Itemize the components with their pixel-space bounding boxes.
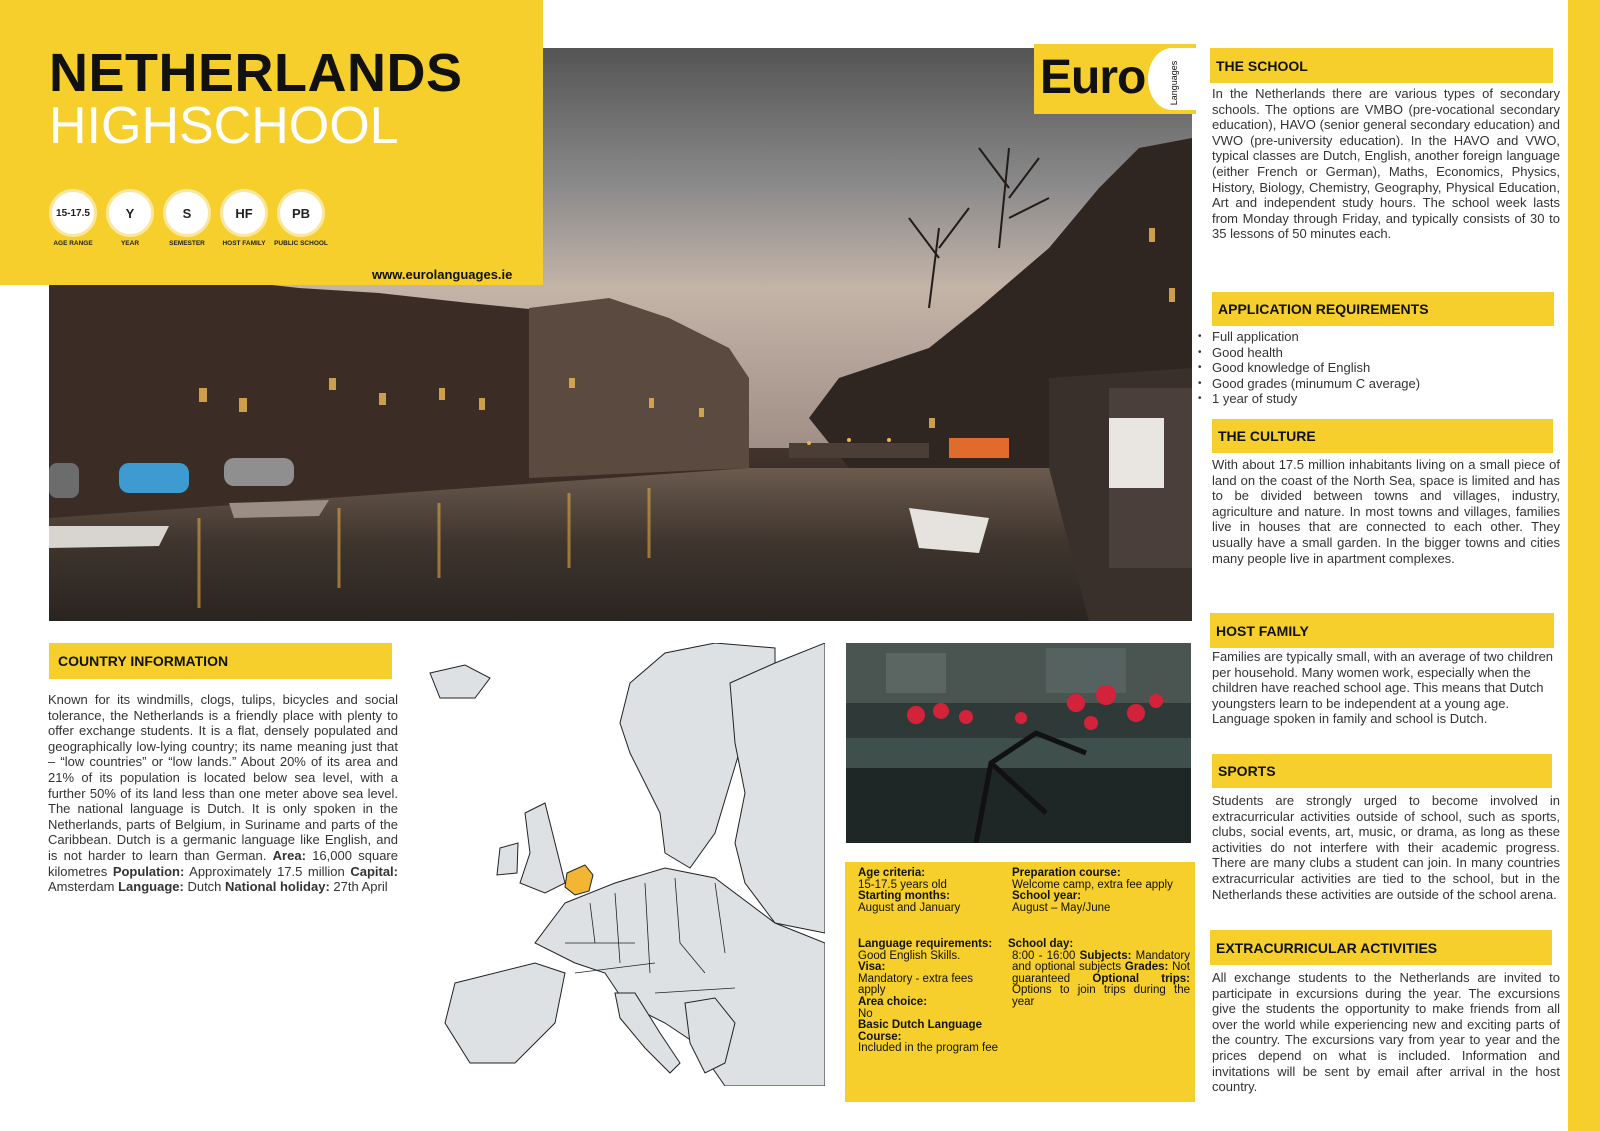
country-heading: COUNTRY INFORMATION (49, 643, 392, 679)
culture-text: With about 17.5 million inhabitants living on a small piece of land on the coast of the North Sea, space is limited and has to be divided between towns and villages, industry, agriculture and nature. In most towns and villages, families live in houses that are connected to each other. They usually have a small garden. In the bigger towns and cities many people live in apartment complexes. (1212, 457, 1560, 566)
language-label: Language: (118, 879, 184, 895)
visa-label: Visa: (858, 961, 886, 974)
badge-public-school-code: PB (277, 189, 325, 237)
age-criteria-label: Age criteria: (858, 867, 926, 879)
list-item: • Good knowledge of English (1212, 360, 1420, 376)
badge-year-code: Y (106, 189, 154, 237)
website-link[interactable]: www.eurolanguages.ie (372, 267, 513, 282)
grades-label: Grades: (1124, 961, 1169, 974)
age-criteria-value: 15-17.5 years old (858, 878, 947, 891)
language-requirements-value: Good English Skills. (858, 949, 961, 962)
logo-text: Euro (1040, 51, 1146, 104)
bicycle-flowers-photo (846, 643, 1191, 843)
list-item: • Good grades (minumum C average) (1212, 376, 1420, 392)
sports-text: Students are strongly urged to become involved in extracurricular activities outside of school, such as sports, clubs, social events, art, music, or drama, as long as these activities do not interfere with their academic progress. There are many clubs a student can join. In many countries extracurricular activities are tied to the school, but in the Netherlands these activities are outside of the school arena. (1212, 793, 1560, 902)
school-heading: THE SCHOOL (1210, 48, 1553, 83)
page-title: NETHERLANDS (49, 43, 463, 103)
school-year-label: School year: (1012, 890, 1082, 903)
badge-age-range-label: AGE RANGE (53, 240, 93, 247)
badge-public-school-label: PUBLIC SCHOOL (274, 240, 328, 247)
badge-semester (163, 189, 211, 247)
badge-host-family-code: HF (220, 189, 268, 237)
area-label: Area: (272, 847, 306, 863)
info-col-top-left (858, 868, 998, 914)
badge-age-range (49, 189, 97, 247)
application-heading: APPLICATION REQUIREMENTS (1212, 292, 1554, 326)
extracurricular-text: All exchange students to the Netherlands are invited to participate in excursions during the year. The excursions give the students the opportunity to make friends from all over the world while experiencing new and exciting parts of the country. The excursions vary from year to year and the prices depend on what is included. Information and invitations will be sent by email after arrival in the host country. (1212, 970, 1560, 1095)
application-list (1212, 329, 1420, 407)
sports-heading: SPORTS (1212, 754, 1552, 788)
area-choice-value: No (858, 1007, 873, 1020)
title-block (0, 0, 543, 285)
capital-label: Capital: (350, 863, 398, 879)
badge-public-school (274, 189, 328, 247)
program-info-box (845, 862, 1195, 1102)
europe-map (415, 643, 825, 1086)
language-requirements-label: Language requirements: (858, 938, 993, 950)
area-choice-label: Area choice: (858, 995, 928, 1008)
dutch-course-label: Basic Dutch Language Course: (858, 1019, 982, 1043)
badge-host-family-label: HOST FAMILY (222, 240, 266, 247)
badge-semester-code: S (163, 189, 211, 237)
host-family-heading: HOST FAMILY (1210, 613, 1554, 648)
population-value: Approximately 17.5 million (189, 863, 345, 879)
starting-months-label: Starting months: (858, 890, 950, 903)
subjects-label: Subjects: (1079, 949, 1132, 962)
visa-value: Mandatory - extra fees apply (858, 972, 974, 997)
school-day-label: School day: (1008, 938, 1074, 950)
holiday-label: National holiday: (225, 879, 330, 895)
page-subtitle: HIGHSCHOOL (49, 97, 399, 155)
area-value: 16,000 square kilometres (48, 847, 398, 879)
language-value: Dutch (187, 879, 222, 895)
subjects-value: Mandatory and optional subjects (1012, 949, 1190, 974)
capital-value: Amsterdam (48, 879, 115, 895)
info-col-top-right (1012, 868, 1192, 914)
info-col-bottom-right (1008, 938, 1190, 1009)
population-label: Population: (112, 863, 185, 879)
logo-side-text: Languages (1169, 60, 1179, 106)
culture-heading: THE CULTURE (1212, 419, 1553, 453)
optional-trips-label: Optional trips: (1092, 972, 1190, 985)
school-text: In the Netherlands there are various types of secondary schools. The options are VMBO (pre-vocational secondary education), HAVO (senior general secondary education) and VWO (pre-university education). In the HAVO and VWO, typical classes are Dutch, English, another foreign language (either French or German), Maths, Economics, Physics, History, Biology, Chemistry, Geography, Physical Education, Art and independent study hours. The school week lasts from Monday through Friday, and typically consists of 30 to 35 lessons of 50 minutes each. (1212, 86, 1560, 242)
dutch-course-value: Included in the program fee (858, 1042, 999, 1055)
school-day-value: 8:00 - 16:00 (1012, 949, 1076, 962)
badge-host-family (220, 189, 268, 247)
extracurricular-heading: EXTRACURRICULAR ACTIVITIES (1210, 930, 1552, 965)
holiday-value: 27th April (333, 879, 388, 895)
badge-year-label: YEAR (120, 240, 140, 247)
host-family-text: Families are typically small, with an average of two children per household. Many women work, especially when the children have reached school age. This means that Dutch youngsters learn to be independent at a young age. Language spoken in family and school is Dutch. (1212, 649, 1554, 727)
info-col-bottom-left (858, 939, 998, 1055)
list-item: • Full application (1212, 329, 1420, 345)
grades-value: Not guaranteed (1012, 961, 1190, 985)
badge-year (106, 189, 154, 247)
country-description: Known for its windmills, clogs, tulips, bicycles and social tolerance, the Netherlands is a friendly place with plenty to offer exchange students. It is a flat, densely populated and geographically low-lying country; its name meaning just that – “low countries” or “low lands.” About 20% of its area and 21% of its population is located below sea level, with a further 50% of its land less than one meter above sea level. The national language is Dutch. It is only spoken in the Netherlands, parts of Belgium, in Suriname and parts of the Caribbean. Dutch is a germanic language like English, and is not harder to learn than German. (48, 692, 398, 863)
badge-age-range-code: 15-17.5 (49, 189, 97, 237)
optional-trips-value: Options to join trips during the year (1012, 984, 1190, 1008)
euro-languages-logo (1034, 44, 1196, 114)
preparation-course-value: Welcome camp, extra fee apply (1012, 878, 1173, 891)
list-item: • Good health (1212, 345, 1420, 361)
starting-months-value: August and January (858, 901, 961, 914)
right-stripe (1568, 0, 1600, 1131)
school-year-value: August – May/June (1012, 901, 1111, 914)
preparation-course-label: Preparation course: (1012, 867, 1121, 879)
program-badges (49, 189, 328, 247)
country-text (48, 692, 398, 895)
list-item: • 1 year of study (1212, 391, 1420, 407)
badge-semester-label: SEMESTER (169, 240, 205, 247)
